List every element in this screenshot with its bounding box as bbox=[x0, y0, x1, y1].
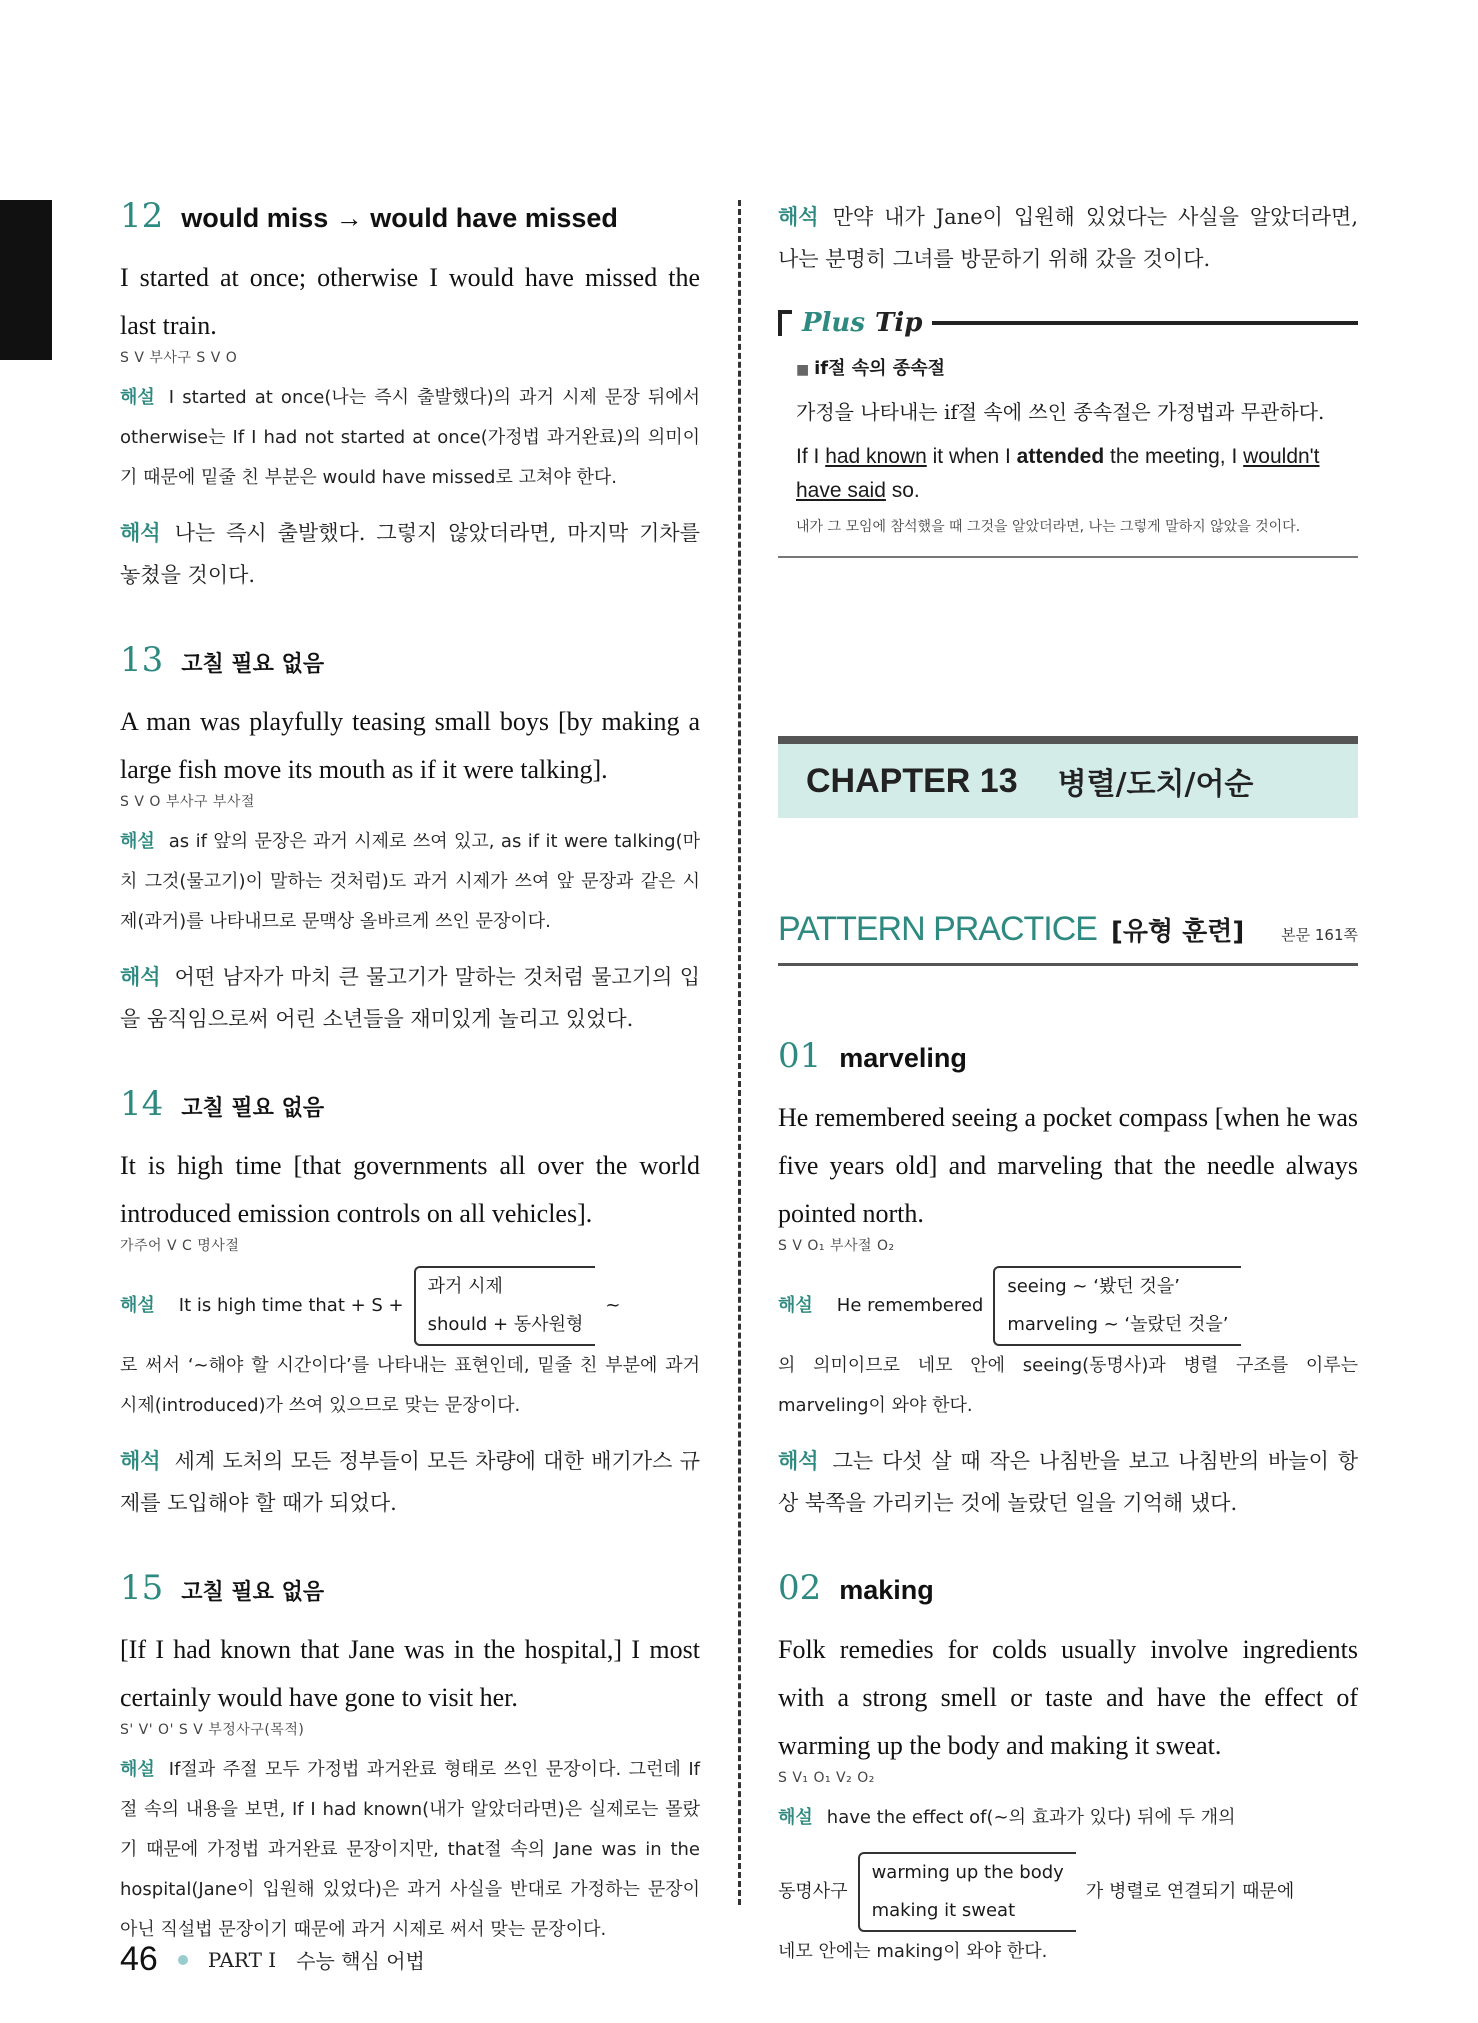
plus-label: Plus bbox=[802, 308, 865, 338]
tip-ex-part: so. bbox=[891, 479, 920, 502]
translation-label: 해석 bbox=[778, 1448, 819, 1473]
option-2: should + 동사원형 bbox=[427, 1314, 584, 1335]
structure-lead: He remembered bbox=[836, 1295, 984, 1316]
explanation-text: have the effect of(~의 효과가 있다) 뒤에 두 개의 bbox=[826, 1807, 1236, 1828]
answer-title: 고칠 필요 없음 bbox=[181, 652, 325, 677]
translation-label: 해석 bbox=[120, 520, 161, 545]
explanation-label: 해설 bbox=[120, 831, 155, 852]
explanation-text: 로 써서 ‘~해야 할 시간이다’를 나타내는 표현인데, 밑줄 친 부분에 과거 시제(introduced)가 쓰여 있으므로 맞는 문장이다. bbox=[120, 1355, 700, 1416]
pattern-title: PATTERN PRACTICE bbox=[778, 910, 1097, 948]
explanation-label: 해설 bbox=[778, 1295, 813, 1316]
translation-label: 해석 bbox=[120, 1448, 161, 1473]
tip-example bbox=[796, 440, 1358, 508]
structure-lead: 동명사구 bbox=[778, 1881, 848, 1902]
practice-02 bbox=[778, 1568, 1358, 1972]
example-sentence: A man was playfully teasing small boys [by making a large fish move its mouth as if it were talking]. bbox=[120, 707, 700, 784]
answer-title: 고칠 필요 없음 bbox=[181, 1580, 325, 1605]
explanation-label: 해설 bbox=[120, 1759, 155, 1780]
grammar-tags: S V₁ O₁ V₂ O₂ bbox=[778, 1770, 875, 1786]
question-number: 13 bbox=[120, 640, 164, 680]
part-title: 수능 핵심 어법 bbox=[296, 1949, 425, 1973]
chapter-title: CHAPTER 13 bbox=[806, 761, 1018, 800]
formula-row bbox=[120, 1266, 700, 1346]
explanation-text: as if 앞의 문장은 과거 시제로 쓰여 있고, as if it were talking(마치 그것(물고기)이 말하는 것처럼)도 과거 시제가 쓰여 앞 문장과 같은 시제(과거)를 나타내므로 문맥상 올바르게 쓰인 문장이다. bbox=[120, 831, 700, 932]
translation bbox=[778, 1440, 1358, 1524]
answer-title: marveling bbox=[839, 1043, 967, 1073]
translation bbox=[120, 956, 700, 1040]
tip-corner-mark bbox=[778, 310, 792, 336]
translation bbox=[778, 196, 1358, 280]
pattern-subtitle: [유형 훈련] bbox=[1111, 917, 1245, 947]
question-number: 12 bbox=[120, 196, 164, 236]
explanation bbox=[120, 378, 700, 498]
grammar-tags: 가주어 V C 명사절 bbox=[120, 1238, 240, 1254]
question-number: 02 bbox=[778, 1568, 822, 1608]
answer-title: would miss → would have missed bbox=[181, 203, 618, 233]
tip-ex-underline: wouldn't have said bbox=[796, 445, 1320, 502]
tip-ex-part: If I bbox=[796, 445, 820, 468]
pattern-practice-header bbox=[778, 910, 1358, 966]
parallel-structure bbox=[778, 1266, 1358, 1346]
tip-label: Tip bbox=[874, 308, 923, 338]
formula-options bbox=[414, 1266, 596, 1346]
translation-text: 나는 즉시 출발했다. 그렇지 않았더라면, 마지막 기차를 놓쳤을 것이다. bbox=[120, 521, 700, 587]
tip-ex-part: the meeting, I bbox=[1110, 445, 1238, 468]
translation-text: 만약 내가 Jane이 입원해 있었다는 사실을 알았더라면, 나는 분명히 그녀를 방문하기 위해 갔을 것이다. bbox=[778, 205, 1358, 271]
formula-tilde: ~ bbox=[605, 1295, 621, 1316]
translation-text: 어떤 남자가 마치 큰 물고기가 말하는 것처럼 물고기의 입을 움직임으로써 어린 소년들을 재미있게 놀리고 있었다. bbox=[120, 965, 700, 1031]
structure-tail: 가 병렬로 연결되기 때문에 bbox=[1085, 1881, 1295, 1902]
question-14 bbox=[120, 1084, 700, 1524]
formula-text: It is high time that + S + bbox=[178, 1295, 404, 1316]
right-column bbox=[778, 196, 1358, 2016]
option-2: marveling ~ ‘놀랐던 것을’ bbox=[1007, 1314, 1229, 1335]
example-sentence: Folk remedies for colds usually involve ingredients with a strong smell or taste and have the effect of warming up the body and making it sweat. bbox=[778, 1635, 1358, 1760]
page-number: 46 bbox=[120, 1940, 158, 1978]
practice-01 bbox=[778, 1036, 1358, 1524]
translation-text: 그는 다섯 살 때 작은 나침반을 보고 나침반의 바늘이 항상 북쪽을 가리키는 것에 놀랐던 일을 기억해 냈다. bbox=[778, 1449, 1358, 1515]
explanation-label: 해설 bbox=[120, 387, 155, 408]
answer-title: 고칠 필요 없음 bbox=[181, 1096, 325, 1121]
example-sentence: He remembered seeing a pocket compass [when he was five years old] and marveling that the needle always pointed north. bbox=[778, 1103, 1358, 1228]
tip-ex-part: it when I bbox=[932, 445, 1011, 468]
explanation-text: I started at once(나는 즉시 출발했다)의 과거 시제 문장 뒤에서 otherwise는 If I had not started at once(가정법 과거완료)의 의미이기 때문에 밑줄 친 부분은 would have missed로 고쳐야 한다. bbox=[120, 387, 700, 488]
plus-tip-box bbox=[778, 308, 1358, 558]
translation-label: 해석 bbox=[120, 964, 161, 989]
chapter-subtitle: 병렬/도치/어순 bbox=[1057, 767, 1254, 802]
example-sentence: I started at once; otherwise I would have missed the last train. bbox=[120, 263, 700, 340]
explanation-label: 해설 bbox=[120, 1295, 155, 1316]
tip-ex-bold: attended bbox=[1016, 445, 1105, 468]
explanation-label: 해설 bbox=[778, 1807, 813, 1828]
column-divider bbox=[738, 200, 741, 1905]
tip-heading: ■ if절 속의 종속절 bbox=[796, 354, 1358, 380]
option-1: warming up the body bbox=[871, 1862, 1064, 1883]
translation bbox=[120, 512, 700, 596]
explanation-text: 의 의미이므로 네모 안에 seeing(동명사)과 병렬 구조를 이루는 marveling이 와야 한다. bbox=[778, 1355, 1358, 1416]
grammar-tags: S' V' O' S V 부정사구(목적) bbox=[120, 1722, 305, 1738]
explanation bbox=[120, 822, 700, 942]
structure-options bbox=[993, 1266, 1240, 1346]
question-15 bbox=[120, 1568, 700, 1950]
chapter-tab-marker bbox=[0, 200, 52, 360]
explanation bbox=[120, 1750, 700, 1950]
option-1: seeing ~ ‘봤던 것을’ bbox=[1007, 1276, 1180, 1297]
question-13 bbox=[120, 640, 700, 1040]
question-number: 15 bbox=[120, 1568, 164, 1608]
answer-title: making bbox=[839, 1575, 934, 1605]
question-number: 14 bbox=[120, 1084, 164, 1124]
page-reference: 본문 161쪽 bbox=[1281, 926, 1358, 944]
left-column bbox=[120, 196, 700, 1994]
parallel-structure bbox=[778, 1852, 1358, 1932]
tip-rule bbox=[932, 321, 1358, 325]
chapter-banner bbox=[778, 736, 1358, 818]
translation bbox=[120, 1440, 700, 1524]
option-1: 과거 시제 bbox=[427, 1276, 503, 1297]
question-number: 01 bbox=[778, 1036, 822, 1076]
grammar-tags: S V 부사구 S V O bbox=[120, 350, 238, 366]
tip-ex-underline: had known bbox=[825, 445, 927, 468]
footer-dot bbox=[178, 1955, 188, 1965]
part-label: PART I bbox=[207, 1947, 277, 1972]
page-footer bbox=[120, 1940, 425, 1979]
explanation-text: 네모 안에는 making이 와야 한다. bbox=[778, 1941, 1048, 1962]
translation-text: 세계 도처의 모든 정부들이 모든 차량에 대한 배기가스 규제를 도입해야 할 때가 되었다. bbox=[120, 1449, 700, 1515]
example-sentence: It is high time [that governments all over the world introduced emission controls on all vehicles]. bbox=[120, 1151, 700, 1228]
explanation-text: If절과 주절 모두 가정법 과거완료 형태로 쓰인 문장이다. 그런데 If절 속의 내용을 보면, If I had known(내가 알았더라면)은 실제로는 몰랐기 때문에 가정법 과거완료 문장이지만, that절 속의 Jane was in the hospital(Jane이 입원해 있었다)은 과거 사실을 반대로 가정하는 문장이 아닌 직설법 문장이기 때문에 과거 시제로 써서 맞는 문장이다. bbox=[120, 1759, 700, 1940]
translation-label: 해석 bbox=[778, 204, 819, 229]
explanation bbox=[778, 1798, 1358, 1838]
grammar-tags: S V O₁ 부사절 O₂ bbox=[778, 1238, 895, 1254]
question-12 bbox=[120, 196, 700, 596]
option-2: making it sweat bbox=[871, 1900, 1016, 1921]
structure-options bbox=[858, 1852, 1076, 1932]
tip-body: 가정을 나타내는 if절 속에 쓰인 종속절은 가정법과 무관하다. bbox=[796, 400, 1325, 424]
tip-translation: 내가 그 모임에 참석했을 때 그것을 알았더라면, 나는 그렇게 말하지 않았을 것이다. bbox=[796, 519, 1301, 535]
example-sentence: [If I had known that Jane was in the hospital,] I most certainly would have gone to visit her. bbox=[120, 1635, 700, 1712]
grammar-tags: S V O 부사구 부사절 bbox=[120, 794, 255, 810]
